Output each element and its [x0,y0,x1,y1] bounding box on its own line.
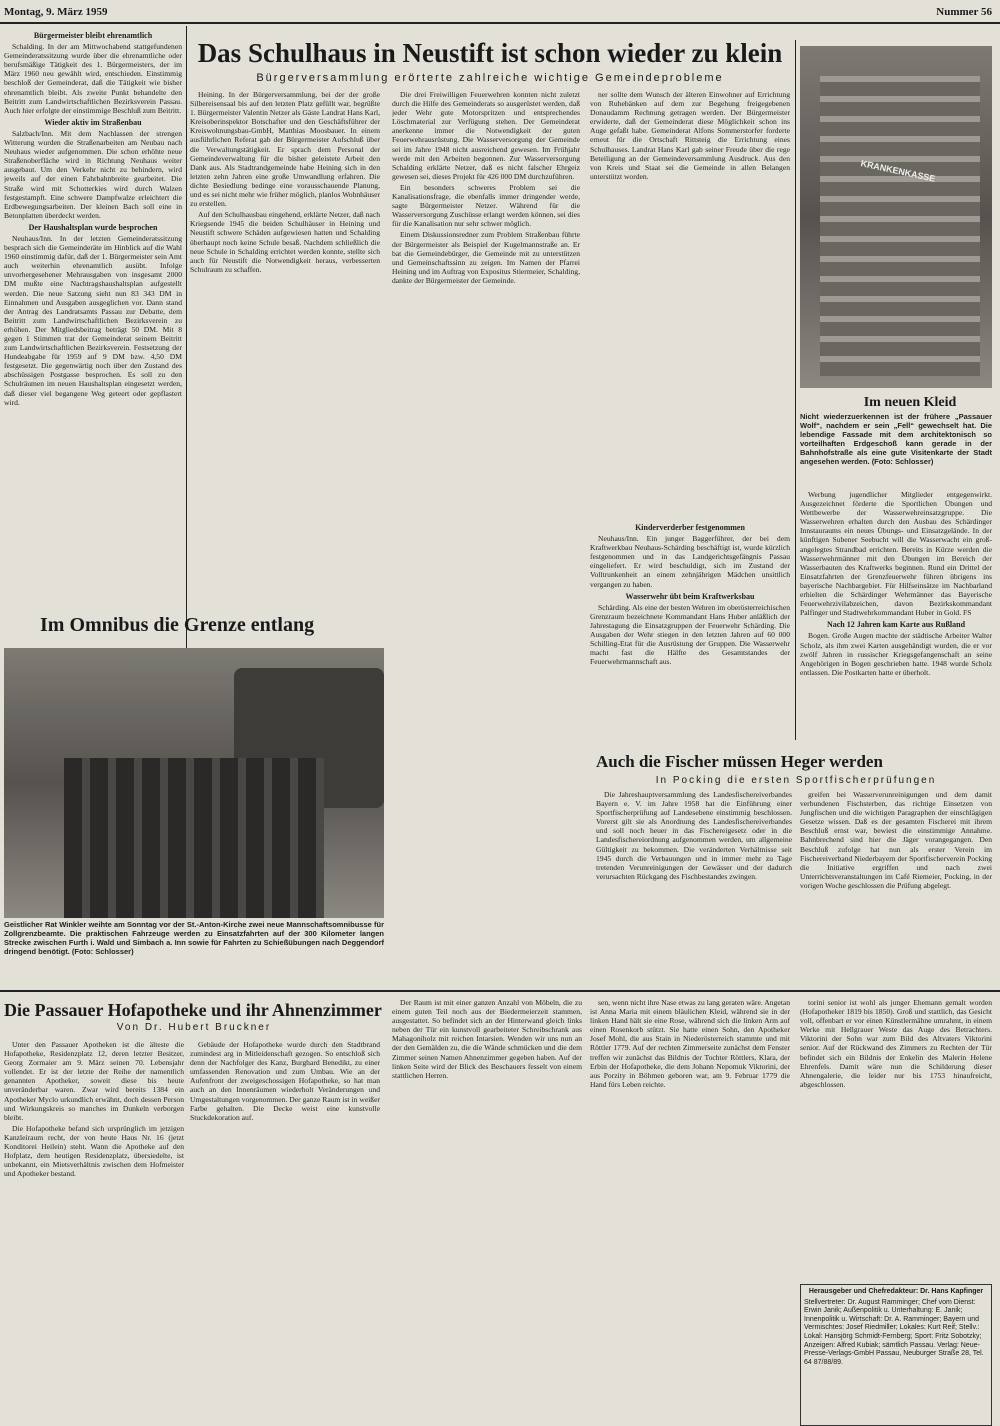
article-body: Der Raum ist mit einer ganzen Anzahl von Möbeln, die zu einem guten Teil noch aus der Biedermeierzeit stammen, ausgestattet. So befindet sich an der Hinterwand gleich links neben der Tür ein kunstvoll gearbeiteter Schreibschrank aus Mahagoniholz mit reichen Intarsien. Wenden wir uns nun an der den Gemälden zu, die die Wände schmücken und die dem Zimmer seinen Namen Ahnenzimmer gegeben haben. Auf der linken Seite wird der Blick des Beschauers fesselt von einem stattlichen Herren. [392,998,582,1080]
hofapotheke-column-5 [800,998,992,1278]
hofapotheke-column-2 [190,1040,380,1420]
main-column-1 [190,90,380,590]
article-body: ner sollte dem Wunsch der älteren Einwohner auf Errichtung von Ruhebänken auf dem zur Begehung freigegebenen Donaudamm Rechnung getragen werden. Der Bürgermeister erwiderte, daß der Gemeinderat diese Möglichkeit schon ins Auge gefaßt habe. Gemeinderat Alfons Sommerstorfer forderte erneut für die Ortschaft Rittsteig die Errichtung eines Schulhauses. Landrat Hans Karl gab seiner Freude über die rege Beteiligung an der Gemeindeversammlung Ausdruck. Aus den von Kreis und Staat sei die Gemeinde in allen Belangen unterstützt worden. [590,90,790,181]
main-column-2 [392,90,580,1090]
photo-caption-title: Im neuen Kleid [863,395,957,410]
article-heading: Wasserwehr übt beim Kraftwerksbau [625,591,755,601]
article-body: torini senior ist wohl als junger Ehemann gemalt worden (Hofapotheker 1819 bis 1850). Groß und stattlich, das Gesicht voll, offenbart er vor einen Künstlermähne umrahmt, in einem Werke mit Hellgrauer Weste das Auge des Betrachters. Viktorini der Sohn war zum Bild des Altvaters Viktorini senior. Auf der Rückwand des Zimmers zu Rechten der Tür befindet sich ein Bildnis der Enkelin des Malerin Helene Ehrenfels. Damit wäre nun die Schilderung dieser Ahnengalerie, die leider nur bis 1753 hinaufreicht, abgeschlossen. [800,998,992,1089]
column-rule [795,40,796,740]
article-body: greifen bei Wasserverunreinigungen und dem damit verbundenen Fischsterben, das richtige Einsetzen von Jungfischen und die wichtigen Paragraphen der einschlägigen Gesetze wissen. Daß es der gesamten Fischerei mit ihrem Beschluß ernst war, bewiest die einstimmige Annahme. Bahnbrechend sind hier die Jäger vorangegangen. Den Beschluß zufolge hat nun als erster Verein im Fischereiverband Niederbayern der Sportfischerverein Pocking die Initiative ergriffen und nach zwei Unterrichtsveranstaltungen im Café Riemeier, Pocking, in der vorigen Woche geschlossen die Prüfung abgelegt. [800,790,992,890]
building-sign: KRANKENKASSE [859,158,937,184]
article-heading: Kinderverderber festgenommen [635,523,745,532]
fischer-headline: Auch die Fischer müssen Heger werden [596,752,883,771]
fischer-column-2 [800,790,992,990]
fischer-column-1 [596,790,792,990]
article-body: Werbung jugendlicher Mitglieder entgegenwirkt. Ausgezeichnet förderte die Sportlichen Übungen und Wettbewerbe der Wasserwehreinsatzgruppe. Die Wasserwehren erhalten durch den Ausbau des Schärdinger Innstauraums ein neues Übungs- und Einsatzgelände. In der künftigen Subener Seebucht will die Wasserwacht ein groß- angelegtes Strandbad errichten. Bereits in Kürze werden die Wasserwehrmänner mit den Übungen im Bereich der Wasserbauten des Kraftwerks beginnen. Rund ein Drittel der Einsatzfahrten der Grenzfeuerwehr führen übrigens ins bayerische Nachbargebiet. Für Hilfseinsätze im Nachbarland erhielten die Schärdinger Wehrmänner das Bayerische Feuerwehrzivilabzeichen, davon Bezirkskommandant Palfinger und Stadtwehrkommandant Huber in Gold. FS [800,490,992,618]
header-rule [0,22,1000,24]
section-rule [0,990,1000,992]
right-middle-column [800,490,992,740]
issue-date: Montag, 9. März 1959 [4,6,108,18]
omnibus-caption: Geistlicher Rat Winkler weihte am Sonntag vor der St.-Anton-Kirche zwei neue Mannschaftsomnibusse für Zollgrenzbeamte. Die praktischen Fahrzeuge werden zu Einsatzfahrten auf der 300 Kilometer langen Strecke zwischen Furth i. Wald und Simbach a. Inn sowie für Fahrten zu Schießübungen nach Deggendorf dringend benötigt. (Foto: Schlosser) [4,920,384,956]
article-body: Schärding. Als eine der besten Wehren im oberösterreichischen Grenzraum bezeichnete Kommandant Hans Huber anläßlich der Jahrestagung die Einsatzgruppen der Feuerwehr Schärding. Die Ausgaben der Wehr stiegen in den letzten Jahren auf 60 000 Schilling-Etat für die Ausrüstung der Gruppen. Die Wasserwehr macht fast die Hälfte des Gesamtstandes der Feuerwehrmannschaft aus. [590,602,790,667]
article-body: Gebäude der Hofapotheke wurde durch den Stadtbrand zumindest arg in Mitleidenschaft gezogen. So entschloß sich denn der Nachfolger des Kanz, Burghard Benedikt, zu einer umfassenden Renovation und zum Umbau. Wie an der Aufenfront der zweigeschossigen Hofapotheke, so hat man auch an den Innenräumen wiederholt Veränderungen und Umgestaltungen vorgenommen. Der ganze Raum ist in weißer Farbe gehalten. Die Decke weist eine kunstvolle Stuckdekoration auf. [190,1040,380,1122]
article-body: Heining. In der Bürgerversammlung, bei der der große Silbereisensaal bis auf den letzten Platz gefüllt war, begrüßte 1. Bürgermeister Valentin Netzer als Gäste Landrat Hans Karl, Kreisoberinspektor Botschafter und den Geschäftsführer der Kreiswohnungsbau-GmbH, Matthias Moosbauer. In einem ausführlichen Referat gab der Bürgermeister Aufschluß über die Verwaltungstätigkeit. Er sprach dem Personal der Gemeindeverwaltung für die bisher geleistete Arbeit den Dank aus. Als Stadtrandgemeinde habe Heining sich in den letzten zehn Jahren eine große Umwandlung erfahren. Die dichte Besiedlung bedinge eine vorausschauende Planung, und es sei nicht mehr wie früher möglich, planlos Wohnhäuser zu erstellen. [190,90,380,209]
fischer-subheadline: In Pocking die ersten Sportfischerprüfungen [655,775,937,786]
column-rule [186,26,187,696]
article-body: Neuhaus/Inn. In der letzten Gemeinderatssitzung besprach sich die Gemeinderäte im Hinblick auf die Wahl 1960 einstimmig dafür, daß der 1. Bürgermeister sein Amt auch weiterhin ehrenamtlich ausübt. Infolge unvorhergesehener Mehrausgaben von insgesamt 2000 DM mußte eine Nachtragshaushaltsplan aufgestellt werden. Die neue Satzung sieht nun 83 343 DM in Einnahmen und Ausgaben ausgeglichen vor. Dann stand der Antrag des Landratsamts Passau zur Debatte, dem Beitritt zum Landwirtschaftlichen Bezirksverein zu erhöhen. Der Mitgliedsbeitrag beträgt 50 DM. Mit 8 gegen 1 Stimmen trat der Gemeinderat seinem Beitritt zum Landwirtschaftlichen Bezirksverein. Festsetzung der Hundeabgabe für 1959 auf 9 DM bzw. 4,50 DM festgesetzt. Die gegenwärtig noch über den Zustand des abschüssigen Postgasse besprochen. Es soll zu den Schulräumen im neuen Haushaltsplan eingesetzt werden, daß dieser viel begangene Weg geteert oder gepflastert wird. [4,233,182,407]
article-body: Neuhaus/Inn. Ein junger Baggerführer, der bei dem Kraftwerkbau Neuhaus-Schärding beschäftigt ist, wurde kürzlich festgenommen und in das Landgerichtsgefängnis Passau eingeliefert. Er wird beschuldigt, sich im Zustand der Volltrunkenheit an einem zehnjährigen Mädchen unsittlich vergangen zu haben. [590,534,790,589]
hofapotheke-author: Von Dr. Hubert Bruckner [116,1022,272,1033]
building-facade [820,76,980,376]
imprint-title: Herausgeber und Chefredakteur: Dr. Hans Kapfinger [808,1288,984,1295]
hofapotheke-column-4 [590,998,790,1420]
article-body: Die Hofapotheke befand sich ursprünglich im jetzigen Kanzleiraum recht, der von heute Haus Nr. 16 (jetzt Konditorei Heilein) steht. Wann die Apotheke auf den Hofplatz, dem heutigen Residenzplatz, übersiedelte, ist unbekannt, ein Mietsverhältnis zwischen dem Hofmeister und Apotheker bestand. [4,1123,184,1179]
imprint-body: Stellvertreter: Dr. August Ramminger; Chef vom Dienst: Erwin Janik; Außenpolitik u. Unterhaltung: E. Janik; Innenpolitik u. Wirtschaft: Dr. A. Ramminger; Bayern und Vermischtes: Josef Riedmiller; Lokales: Kurt Reif; Stellv.: Lokal: Hansjörg Schmidt-Fernberg; Sport: Fritz Sobotzky; Anzeigen: Alfred Kubiak; sämtlich Passau. Verlag: Neue-Presse-Verlags-GmbH Passau, Neuburger Straße 28, Tel. 64 87/88/89. [804,1298,984,1366]
article-heading: Nach 12 Jahren kam Karte aus Rußland [826,620,966,630]
photo-caption: Nicht wiederzuerkennen ist der frühere „Passauer Wolf“, nachdem er sein „Fell“ gewechselt hat. Die lebendige Fassade mit dem architektonisch so vorteilhaften Erdgeschoß kann gerade in der Bahnhofstraße als eine gute Visitenkarte der Stadt angesehen werden. (Foto: Schlosser) [800,412,992,466]
hofapotheke-column-3 [392,998,582,1420]
article-body: Salzbach/Inn. Mit dem Nachlassen der strengen Witterung wurden die Straßenarbeiten am Neubau nach Neuhaus wieder aufgenommen. Die schon erhöhte neue Straßenoberfläche wird in Richtung Neuhaus weiter ausgebaut. Um den Verkehr nicht zu behindern, wird jeweils auf der einen Fahrbahnbreite gearbeitet. Die Straße wird mit Schotterkies wird durch Walzen festgestampft. Eine schwere Dampfwalze erleichtert die Erdbewegungsarbeiten. Der kleinen Bach soll eine in Betonplatten überdeckt werden. [4,128,182,220]
main-subheadline: Bürgerversammlung erörterte zahlreiche wichtige Gemeindeprobleme [256,72,724,84]
crowd-shape [64,758,324,918]
article-body: Auf den Schulhausbau eingehend, erklärte Netzer, daß nach Kriegsende 1945 die beiden Schulhäuser in Heining und Neustift schwere Schäden aufgewiesen hatten und Schalding überhaupt noch keine Schule besaß. Nachdem schließlich die neue Schule in Schalding errichtet werden konnte, stellte sich auch für Neustift die Notwendigkeit heraus, verbesserten Schulraum zu schaffen. [190,210,380,274]
kinderverderber-article [590,520,790,750]
omnibus-photo [4,648,384,918]
hofapotheke-headline: Die Passauer Hofapotheke und ihr Ahnenzimmer [4,1000,382,1020]
article-body: Ein besonders schweres Problem sei die Kanalisationsfrage, die ebenfalls immer dringender werde, sagte Bürgermeister Netzer. Während für die Wasserversorgung Zuschüsse erlangt werden können, sei dies für die Kanalisation nur sehr schwer möglich. [392,182,580,229]
article-body: Die drei Freiwilligen Feuerwehren konnten nicht zuletzt durch die Hilfe des Gemeinderats so ausgerüstet werden, daß jeder Wehr gute Motorspritzen und entsprechendes Löschmaterial zur Verfügung stehen. Der Gemeinderat anerkenne immer die Notwendigkeit der guten Feuerwehrausrüstung. Die Wasserversorgung der Gemeinde sei im Jahre 1948 nicht ausreichend gewesen. Im Frühjahr werde mit den Arbeiten begonnen. Zur Wasserversorgung Schalding erklärte Netzer, daß es nicht falscher Ehrgeiz gewesen sei, dieses Projekt für 426 000 DM durchzuführen. [392,90,580,181]
hofapotheke-column-1 [4,1040,184,1420]
article-body: Bogen. Große Augen machte der städtische Arbeiter Walter Scholz, als ihm zwei Karten ausgehändigt wurden, die er vor zwölf Jahren in russischer Kriegsgefangenschaft an seine Angehörigen in Bogen geschrieben hatte. 1948 wurde Scholz entlassen. Die Postkarten hatte er überholt. [800,631,992,677]
article-heading: Wieder aktiv im Straßenbau [44,117,142,127]
main-headline: Das Schulhaus in Neustift ist schon wieder zu klein [197,38,783,68]
article-body: Unter den Passauer Apotheken ist die älteste die Hofapotheke, Residenzplatz 12, deren letzter Besitzer, Georg Zormaier am 9. März seinen 70. Lebensjahr vollendet. Er ist der letzte der Reihe der namentlich genannten Apotheker, soweit diese bis heute unveränderbar waren. Zwar wird bereits 1384 ein Apotheker Myclo urkundlich erwähnt, doch dessen Person und Wirkungskreis so manches im Dunkeln verborgen bleibt. [4,1040,184,1122]
omnibus-headline: Im Omnibus die Grenze entlang [40,614,315,636]
issue-number: Nummer 56 [936,6,992,18]
article-body: Schalding. In der am Mittwochabend stattgefundenen Gemeinderatssitzung wurde über die ehrenamtliche oder berufsmäßige Tätigkeit des 1. Bürgermeisters, der im März 1960 neu gewählt wird, entschieden. Einstimmig beschloß der Gemeinderat, daß die Tätigkeit wie bisher ehrenamtlich bleibt. Als zweite Punkt behandelte den Beitritt zum Landwirtschaftlichen Bezirksverein Passau. Auch hier erfolgte der einstimmige Beschluß zum Beitritt. [4,42,182,115]
article-heading: Bürgermeister bleibt ehrenamtlich [33,31,153,40]
building-photo [800,46,992,388]
article-body: Einem Diskussionsredner zum Problem Straßenbau führte der Bürgermeister als Beispiel der Kugelmannstraße an. Er bat die Gemeindebürger, die Gemeinde mit zu unterstützen und Gemeinschaftssinn zu zeigen. Im Namen der Pfarrei Heining und im Auftrag von Expositus Stiermeier, Schalding, dankte der Bürgermeister der Gemeinde. [392,230,580,285]
article-body: Die Jahreshauptversammlung des Landesfischereiverbandes Bayern e. V. im Jahre 1958 hat die Einführung einer Sportfischerprüfung auf Landesebene einstimmig beschlossen. Vorerst gilt sie als Anordnung des Landesfischereiverbandes und soll noch heuer in das Fischereigesetz oder in die Landesfischereiordnung aufgenommen werden, um allgemeine Gültigkeit zu bekommen. Die veränderten Verhältnisse seit 1945 durch die Verbauungen und in immer mehr zu Tage tretenden Verunreinigungen der Gewässer und der dadurch verursachten Rückgang des Fischbestandes zwingen. [596,790,792,881]
article-body: sen, wenn nicht ihre Nase etwas zu lang geraten wäre. Angetan ist Anna Maria mit einem bläulichen Kleid, während sie in der linken Hand hält sie eine Rose, während sich die linken Arm auf einen Rosenkorb stützt. Sie hatte einen Sohn, den Apotheker Josef Mohl, die aus Stain in Niederösterreich stammte und mit Röttler 1779. Auf der rechten Zimmerseite zunächst dem Fenster treffen wir zunächst das Bildnis der Tochter Röttlers, Klara, der Erbin der Hofapotheke, die dem Johann Nepomuk Viktorini, der aus Porzity in Böhmen geboren war, am 9. Februar 1779 die Hand fürs Leben reichte. [590,998,790,1089]
imprint-box [800,1284,992,1426]
article-heading: Der Haushaltsplan wurde besprochen [28,222,158,232]
